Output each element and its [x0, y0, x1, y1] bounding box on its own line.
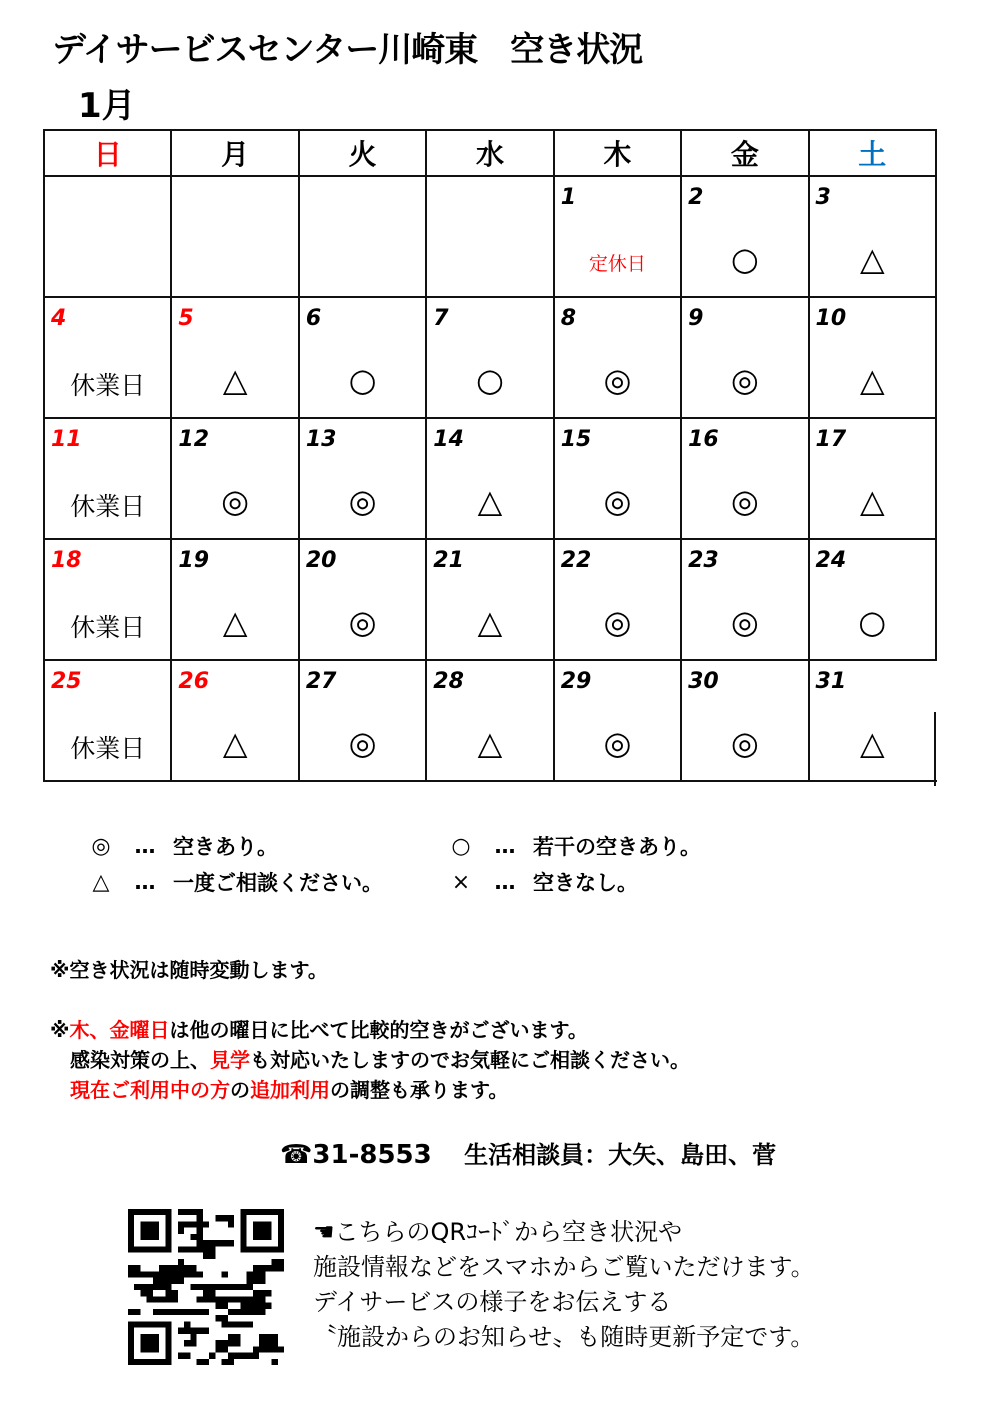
legend-row — [85, 828, 805, 864]
legend-text: 空きなし。 — [533, 871, 638, 895]
day-number: 15 — [560, 427, 592, 452]
day-number: 22 — [560, 548, 592, 573]
note-text: の調整も承ります。 — [330, 1078, 509, 1102]
day-number: 24 — [815, 548, 847, 573]
circle-icon: ○ — [730, 240, 759, 278]
day-number: 29 — [560, 669, 592, 694]
calendar-day-cell[interactable] — [809, 297, 936, 418]
day-number: 7 — [433, 306, 449, 331]
closed-day-label: 休業日 — [70, 492, 146, 521]
calendar-day-cell[interactable] — [426, 297, 553, 418]
qr-text-line: 〝施設からのお知らせ〟も随時更新予定です。 — [313, 1323, 815, 1351]
cross-icon: × — [451, 869, 471, 895]
day-number: 11 — [51, 427, 82, 452]
double-circle-icon: ◎ — [730, 724, 759, 762]
calendar-day-cell[interactable] — [681, 297, 808, 418]
calendar-day-cell[interactable] — [554, 176, 681, 297]
spacer — [50, 985, 690, 1015]
note-text: ※ — [50, 1018, 70, 1042]
day-number: 21 — [433, 548, 464, 573]
day-number: 28 — [433, 669, 464, 694]
triangle-icon: △ — [859, 240, 885, 278]
day-number: 1 — [560, 185, 576, 210]
day-number: 8 — [560, 306, 576, 331]
calendar-day-cell[interactable] — [554, 660, 681, 781]
calendar-day-cell[interactable] — [426, 539, 553, 660]
weekday-header: 土 — [809, 130, 936, 176]
phone-number[interactable]: 31-8553 — [312, 1140, 432, 1170]
double-circle-icon: ◎ — [348, 482, 377, 520]
legend-text: 若干の空きあり。 — [533, 835, 701, 859]
day-number: 27 — [305, 669, 337, 694]
calendar-day-cell[interactable] — [44, 539, 171, 660]
closed-day-label: 休業日 — [70, 371, 146, 400]
calendar-day-cell[interactable] — [44, 297, 171, 418]
triangle-icon: △ — [859, 361, 885, 399]
calendar-day-cell[interactable] — [299, 660, 426, 781]
double-circle-icon: ◎ — [730, 603, 759, 641]
calendar-week-row — [44, 660, 936, 781]
legend-row — [85, 864, 805, 900]
note-line: ※空き状況は随時変動します。 — [50, 958, 328, 982]
phone-icon: ☎ — [280, 1140, 313, 1170]
qr-text-line: 施設情報などをスマホからご覧いただけます。 — [313, 1253, 815, 1281]
weekday-header: 水 — [426, 130, 553, 176]
closed-day-label: 休業日 — [70, 734, 146, 763]
note-highlight: 見学 — [210, 1048, 250, 1072]
day-number: 20 — [305, 548, 337, 573]
calendar-day-cell[interactable] — [171, 297, 298, 418]
day-number: 9 — [688, 306, 704, 331]
day-number: 17 — [815, 427, 847, 452]
double-circle-icon: ◎ — [348, 724, 377, 762]
legend-text: 空きあり。 — [173, 835, 278, 859]
calendar-day-cell[interactable] — [171, 418, 298, 539]
day-number: 16 — [688, 427, 719, 452]
note-highlight: 追加利用 — [250, 1078, 330, 1102]
note-text: は他の曜日に比べて比較的空きがございます。 — [169, 1018, 588, 1042]
contact-info — [280, 1135, 776, 1170]
notes — [50, 955, 690, 1105]
triangle-icon: △ — [477, 603, 503, 641]
day-number: 12 — [178, 427, 210, 452]
calendar-day-cell[interactable] — [426, 418, 553, 539]
triangle-icon: △ — [859, 482, 885, 520]
calendar-day-cell — [171, 176, 298, 297]
calendar-day-cell[interactable] — [171, 539, 298, 660]
legend-item-consult — [85, 867, 445, 897]
legend-item-some-available — [445, 831, 805, 861]
calendar-week-row — [44, 418, 936, 539]
double-circle-icon: ◎ — [221, 482, 250, 520]
calendar-day-cell[interactable] — [171, 660, 298, 781]
qr-code-icon[interactable] — [128, 1209, 284, 1365]
legend — [85, 828, 805, 900]
weekday-header-row — [44, 130, 936, 176]
circle-icon: ○ — [858, 603, 887, 641]
closed-day-label: 休業日 — [70, 613, 146, 642]
calendar-day-cell[interactable] — [681, 176, 808, 297]
ellipsis: … — [134, 870, 156, 894]
day-number: 6 — [305, 306, 322, 331]
day-number: 13 — [305, 427, 337, 452]
day-number: 19 — [178, 548, 210, 573]
calendar-body — [44, 176, 936, 781]
calendar-day-cell[interactable] — [809, 660, 936, 781]
legend-text: 一度ご相談ください。 — [173, 871, 383, 895]
calendar-day-cell[interactable] — [809, 539, 936, 660]
calendar-day-cell[interactable] — [681, 418, 808, 539]
day-number: 4 — [51, 306, 67, 331]
note-highlight: 木、金曜日 — [69, 1018, 170, 1042]
day-number: 23 — [688, 548, 719, 573]
calendar-day-cell — [44, 176, 171, 297]
triangle-icon: △ — [477, 482, 503, 520]
legend-item-full — [445, 867, 805, 897]
calendar-day-cell[interactable] — [554, 539, 681, 660]
note-text: 感染対策の上、 — [50, 1048, 210, 1072]
weekday-header: 日 — [44, 130, 171, 176]
calendar-day-cell[interactable] — [44, 418, 171, 539]
qr-text-line: ☚こちらのQRｺｰﾄﾞから空き状況や — [313, 1218, 683, 1246]
calendar-day-cell — [426, 176, 553, 297]
note-text: の — [230, 1078, 250, 1102]
weekday-header: 金 — [681, 130, 808, 176]
note-line — [50, 1075, 690, 1105]
triangle-icon: △ — [222, 724, 248, 762]
note-text — [50, 1078, 70, 1102]
calendar-day-cell[interactable] — [426, 660, 553, 781]
page-title: デイサービスセンター川崎東 空き状況 — [52, 30, 643, 70]
calendar-week-row — [44, 297, 936, 418]
calendar-day-cell[interactable] — [299, 297, 426, 418]
double-circle-icon: ◎ — [603, 361, 632, 399]
day-number: 2 — [688, 185, 704, 210]
triangle-icon: △ — [859, 724, 885, 762]
double-circle-icon: ◎ — [730, 361, 759, 399]
note-line — [50, 1015, 690, 1045]
qr-description — [313, 1215, 815, 1355]
calendar-day-cell[interactable] — [809, 418, 936, 539]
day-number: 10 — [815, 306, 847, 331]
calendar-week-row — [44, 176, 936, 297]
day-number: 26 — [178, 669, 210, 694]
calendar-day-cell — [299, 176, 426, 297]
circle-icon: ○ — [348, 361, 377, 399]
ellipsis: … — [494, 870, 516, 894]
double-circle-icon: ◎ — [91, 833, 111, 859]
double-circle-icon: ◎ — [603, 724, 632, 762]
note-highlight: 現在ご利用中の方 — [70, 1078, 230, 1102]
calendar-table — [43, 129, 937, 782]
calendar-day-cell[interactable] — [554, 297, 681, 418]
triangle-icon: △ — [222, 361, 248, 399]
calendar-day-cell[interactable] — [681, 539, 808, 660]
day-number: 30 — [688, 669, 719, 694]
staff-names: 生活相談員：大矢、島田、菅 — [464, 1141, 777, 1169]
triangle-icon: △ — [477, 724, 503, 762]
double-circle-icon: ◎ — [603, 603, 632, 641]
day-number: 18 — [51, 548, 82, 573]
day-number: 5 — [178, 306, 194, 331]
circle-icon: ○ — [476, 361, 504, 399]
weekday-header: 月 — [171, 130, 298, 176]
month-label: 1月 — [78, 86, 136, 126]
day-number: 31 — [815, 669, 847, 694]
circle-icon: ○ — [451, 833, 471, 859]
legend-item-available — [85, 831, 445, 861]
grid-line-fragment — [934, 712, 936, 786]
day-number: 14 — [433, 427, 464, 452]
calendar-day-cell[interactable] — [299, 539, 426, 660]
weekday-header: 木 — [554, 130, 681, 176]
calendar-day-cell[interactable] — [44, 660, 171, 781]
qr-text-line: デイサービスの様子をお伝えする — [313, 1288, 672, 1316]
calendar-day-cell[interactable] — [554, 418, 681, 539]
double-circle-icon: ◎ — [603, 482, 632, 520]
calendar-day-cell[interactable] — [299, 418, 426, 539]
weekday-header: 火 — [299, 130, 426, 176]
day-number: 25 — [51, 669, 82, 694]
note-text: も対応いたしますのでお気軽にご相談ください。 — [250, 1048, 690, 1072]
ellipsis: … — [134, 834, 156, 858]
calendar-day-cell[interactable] — [809, 176, 936, 297]
spacer — [432, 1141, 464, 1169]
double-circle-icon: ◎ — [348, 603, 377, 641]
double-circle-icon: ◎ — [730, 482, 759, 520]
regular-holiday-label: 定休日 — [588, 253, 646, 275]
triangle-icon: △ — [92, 869, 110, 895]
ellipsis: … — [494, 834, 516, 858]
note-line — [50, 1045, 690, 1075]
day-number: 3 — [815, 185, 831, 210]
triangle-icon: △ — [222, 603, 248, 641]
calendar-week-row — [44, 539, 936, 660]
calendar-day-cell[interactable] — [681, 660, 808, 781]
